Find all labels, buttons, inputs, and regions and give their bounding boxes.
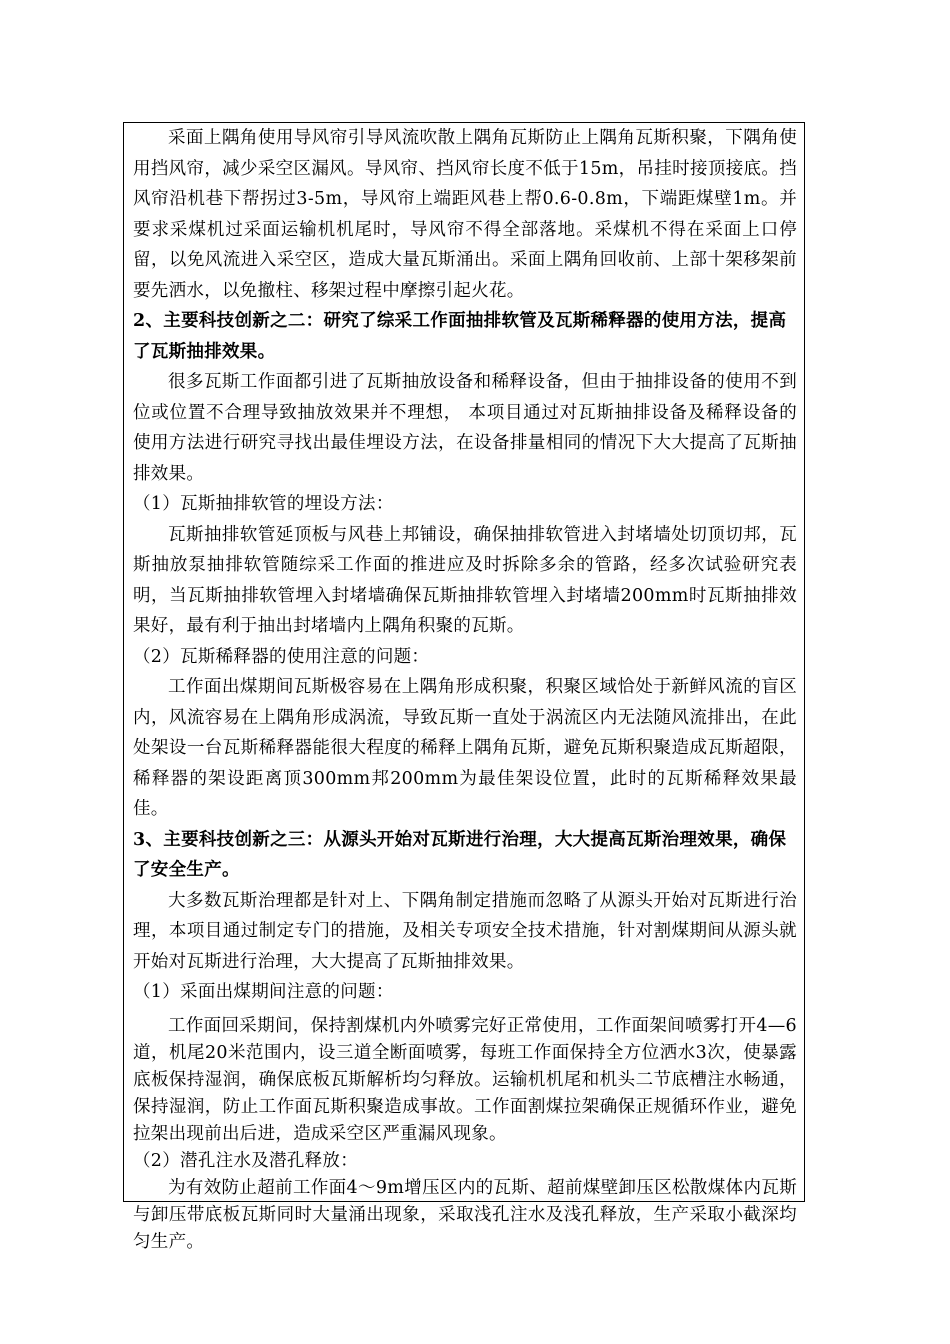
heading-innovation-3: 3、主要科技创新之三：从源头开始对瓦斯进行治理，大大提高瓦斯治理效果，确保了安全生产。 bbox=[133, 829, 787, 880]
document-body bbox=[133, 123, 797, 1256]
subheading-hose-burial: （1）瓦斯抽排软管的埋设方法： bbox=[133, 494, 394, 514]
paragraph-upper-corner-ventilation: 采面上隅角使用导风帘引导风流吹散上隅角瓦斯防止上隅角瓦斯积聚，下隅角使用挡风帘，减少采空区漏风。导风帘、挡风帘长度不低于15m，吊挂时接顶接底。挡风帘沿机巷下帮拐过3-5m，导风帘上端距风巷上帮0.6-0.8m，下端距煤壁1m。并要求采煤机过采面运输机机尾时，导风帘不得全部落地。采煤机不得在采面上口停留，以免风流进入采空区，造成大量瓦斯涌出。采面上隅角回收前、上部十架移架前要先洒水，以免撤柱、移架过程中摩擦引起火花。 bbox=[133, 128, 797, 301]
subheading-diluter-usage: （2）瓦斯稀释器的使用注意的问题： bbox=[133, 646, 430, 667]
subheading-hole-injection: （2）潜孔注水及潜孔释放： bbox=[133, 1150, 359, 1171]
paragraph-extraction-equipment: 很多瓦斯工作面都引进了瓦斯抽放设备和稀释设备，但由于抽排设备的使用不到位或位置不合理导致抽放效果并不理想， 本项目通过对瓦斯抽排设备及稀释设备的使用方法进行研究寻找出最佳埋设方法，在设备排量相同的情况下大大提高了瓦斯抽排效果。 bbox=[133, 372, 797, 484]
paragraph-hose-burial: 瓦斯抽排软管延顶板与风巷上邦铺设，确保抽排软管进入封堵墙处切顶切邦，瓦斯抽放泵抽排软管随综采工作面的推进应及时拆除多余的管路，经多次试验研究表明，当瓦斯抽排软管埋入封堵墙确保瓦斯抽排软管埋入封堵墙200mm时瓦斯抽排效果好，最有利于抽出封堵墙内上隅角积聚的瓦斯。 bbox=[133, 524, 797, 636]
paragraph-source-control: 大多数瓦斯治理都是针对上、下隅角制定措施而忽略了从源头开始对瓦斯进行治理，本项目通过制定专门的措施，及相关专项安全技术措施，针对割煤期间从源头就开始对瓦斯进行治理，大大提高了瓦斯抽排效果。 bbox=[133, 890, 797, 972]
paragraph-mining-period: 工作面回采期间，保持割煤机内外喷雾完好正常使用，工作面架间喷雾打开4—6道，机尾20米范围内，设三道全断面喷雾，每班工作面保持全方位洒水3次，使暴露底板保持湿润，确保底板瓦斯解析均匀释放。运输机机尾和机头二节底槽注水畅通，保持湿润，防止工作面瓦斯积聚造成事故。工作面割煤拉架确保正规循环作业，避免拉架出现前出后进，造成采空区严重漏风现象。 bbox=[133, 1015, 797, 1144]
subheading-mining-period: （1）采面出煤期间注意的问题： bbox=[133, 982, 394, 1002]
heading-innovation-2: 2、主要科技创新之二：研究了综采工作面抽排软管及瓦斯稀释器的使用方法，提高了瓦斯抽排效果。 bbox=[133, 311, 787, 362]
paragraph-diluter-usage: 工作面出煤期间瓦斯极容易在上隅角形成积聚，积聚区域恰处于新鲜风流的盲区内，风流容易在上隅角形成涡流，导致瓦斯一直处于涡流区内无法随风流排出，在此处架设一台瓦斯稀释器能很大程度的稀释上隅角瓦斯，避免瓦斯积聚造成瓦斯超限，稀释器的架设距离顶300mm邦200mm为最佳架设位置，此时的瓦斯稀释效果最佳。 bbox=[133, 677, 797, 819]
paragraph-hole-injection: 为有效防止超前工作面4～9m增压区内的瓦斯、超前煤壁卸压区松散煤体内瓦斯与卸压带底板瓦斯同时大量涌出现象，采取浅孔注水及浅孔释放，生产采取小截深均匀生产。 bbox=[133, 1177, 797, 1252]
